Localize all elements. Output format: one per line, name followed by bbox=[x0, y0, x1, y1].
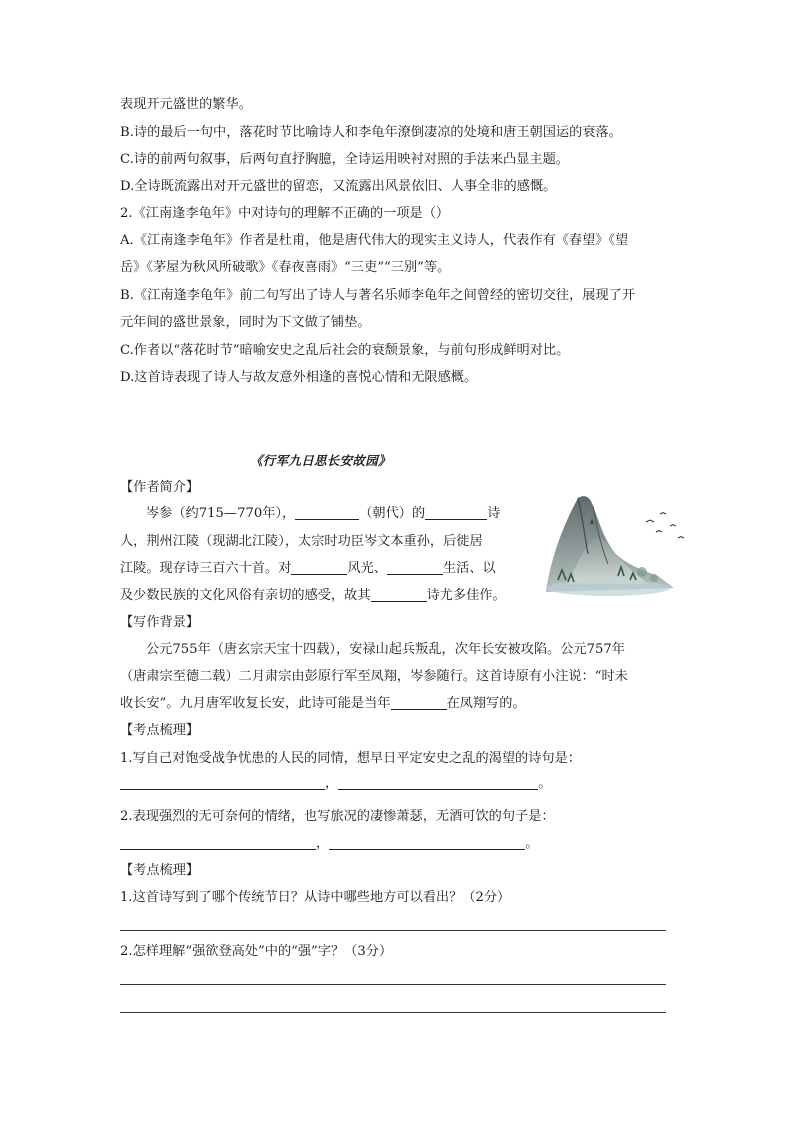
answer-blank-2b[interactable] bbox=[329, 835, 525, 850]
author-line-2: 人，荆州江陵（现湖北江陵），太宗时功臣岑文本重孙，后徙居 bbox=[120, 534, 483, 549]
author-line-3 bbox=[120, 560, 496, 578]
background-text: 在凤翔写的。 bbox=[446, 696, 526, 711]
background-line-3 bbox=[120, 695, 526, 713]
author-text: 风光、 bbox=[347, 561, 387, 576]
option-c: C.诗的前两句叙事，后两句直抒胸臆，全诗运用映衬对照的手法来凸显主题。 bbox=[120, 152, 569, 167]
blank-scenery[interactable] bbox=[291, 560, 347, 575]
answer-line[interactable] bbox=[120, 984, 666, 985]
kaodian2-question-1: 1.这首诗写到了哪个传统节日？从诗中哪些地方可以看出？（2分） bbox=[120, 890, 511, 905]
answer-blank-1a[interactable] bbox=[120, 775, 325, 790]
background-line-1: 公元755年（唐玄宗天宝十四载），安禄山起兵叛乱，次年长安被攻陷。公元757年 bbox=[146, 642, 625, 657]
kaodian1-question-2: 2.表现强烈的无可奈何的情绪，也写旅况的凄惨萧瑟，无酒可饮的句子是： bbox=[120, 809, 555, 824]
author-text: （朝代）的 bbox=[359, 506, 426, 521]
author-text: 诗 bbox=[487, 506, 501, 521]
blank-life[interactable] bbox=[387, 560, 443, 575]
period: 。 bbox=[525, 836, 539, 851]
answer-line[interactable] bbox=[120, 1012, 666, 1013]
option-a-line1: A.《江南逢李龟年》作者是杜甫，他是唐代伟大的现实主义诗人，代表作有《春望》《望 bbox=[120, 233, 629, 248]
option-c2: C.作者以“落花时节”暗喻安史之乱后社会的衰颓景象，与前句形成鲜明对比。 bbox=[120, 343, 570, 358]
option-b-line1: B.《江南逢李龟年》前二句写出了诗人与著名乐师李龟年之间曾经的密切交往，展现了开 bbox=[120, 288, 636, 303]
author-heading: 【作者简介】 bbox=[120, 480, 200, 495]
poem-title: 《行军九日思长安故园》 bbox=[250, 453, 391, 468]
kaodian-heading-2: 【考点梳理】 bbox=[120, 863, 200, 878]
author-line-1 bbox=[146, 505, 500, 523]
background-text: 收长安”。九月唐军收复长安，此诗可能是当年 bbox=[120, 696, 391, 711]
blank-poetry-type[interactable] bbox=[371, 587, 427, 602]
option-b: B.诗的最后一句中，落花时节比喻诗人和李龟年潦倒凄凉的处境和唐王朝国运的衰落。 bbox=[120, 125, 622, 140]
comma: ， bbox=[325, 776, 339, 791]
author-text: 江陵。现存诗三百六十首。对 bbox=[120, 561, 292, 576]
landscape-painting bbox=[538, 484, 694, 602]
answer-line[interactable] bbox=[120, 930, 666, 931]
author-text: 诗尤多佳作。 bbox=[426, 588, 506, 603]
kaodian2-question-2: 2.怎样理解“强欲登高处”中的“强”字？（3分） bbox=[120, 944, 393, 959]
period: 。 bbox=[538, 776, 552, 791]
answer-blank-1b[interactable] bbox=[338, 775, 538, 790]
kaodian1-answer-2 bbox=[120, 835, 538, 853]
author-text: 及少数民族的文化风俗有亲切的感受，故其 bbox=[120, 588, 371, 603]
blank-dynasty[interactable] bbox=[295, 505, 359, 520]
question-2: 2.《江南逢李龟年》中对诗句的理解不正确的一项是（） bbox=[120, 206, 450, 221]
author-text: 生活、以 bbox=[443, 561, 496, 576]
author-text: 岑参（约715—770年）， bbox=[146, 506, 296, 521]
blank-festival[interactable] bbox=[391, 695, 447, 710]
background-line-2: （唐肃宗至德二载）二月肃宗由彭原行军至凤翔，岑参随行。这首诗原有小注说：“时未 bbox=[120, 669, 628, 684]
author-line-4 bbox=[120, 587, 506, 605]
option-d: D.全诗既流露出对开元盛世的留恋，又流露出风景依旧、人事全非的感慨。 bbox=[120, 179, 557, 194]
blank-identity[interactable] bbox=[425, 505, 487, 520]
background-heading: 【写作背景】 bbox=[120, 615, 200, 630]
comma: ， bbox=[316, 836, 330, 851]
kaodian1-question-1: 1.写自己对饱受战争忧患的人民的同情，想早日平定安史之乱的渴望的诗句是： bbox=[120, 751, 581, 766]
answer-blank-2a[interactable] bbox=[120, 835, 316, 850]
text-line: 表现开元盛世的繁华。 bbox=[120, 97, 252, 112]
option-d2: D.这首诗表现了诗人与故友意外相逢的喜悦心情和无限感概。 bbox=[120, 370, 478, 385]
option-a-line2: 岳》《茅屋为秋风所破歌》《春夜喜雨》“三吏”“三别”等。 bbox=[120, 260, 451, 275]
option-b-line2: 元年间的盛世景象，同时为下文做了铺垫。 bbox=[120, 315, 371, 330]
kaodian1-answer-1 bbox=[120, 775, 551, 793]
kaodian-heading-1: 【考点梳理】 bbox=[120, 723, 200, 738]
